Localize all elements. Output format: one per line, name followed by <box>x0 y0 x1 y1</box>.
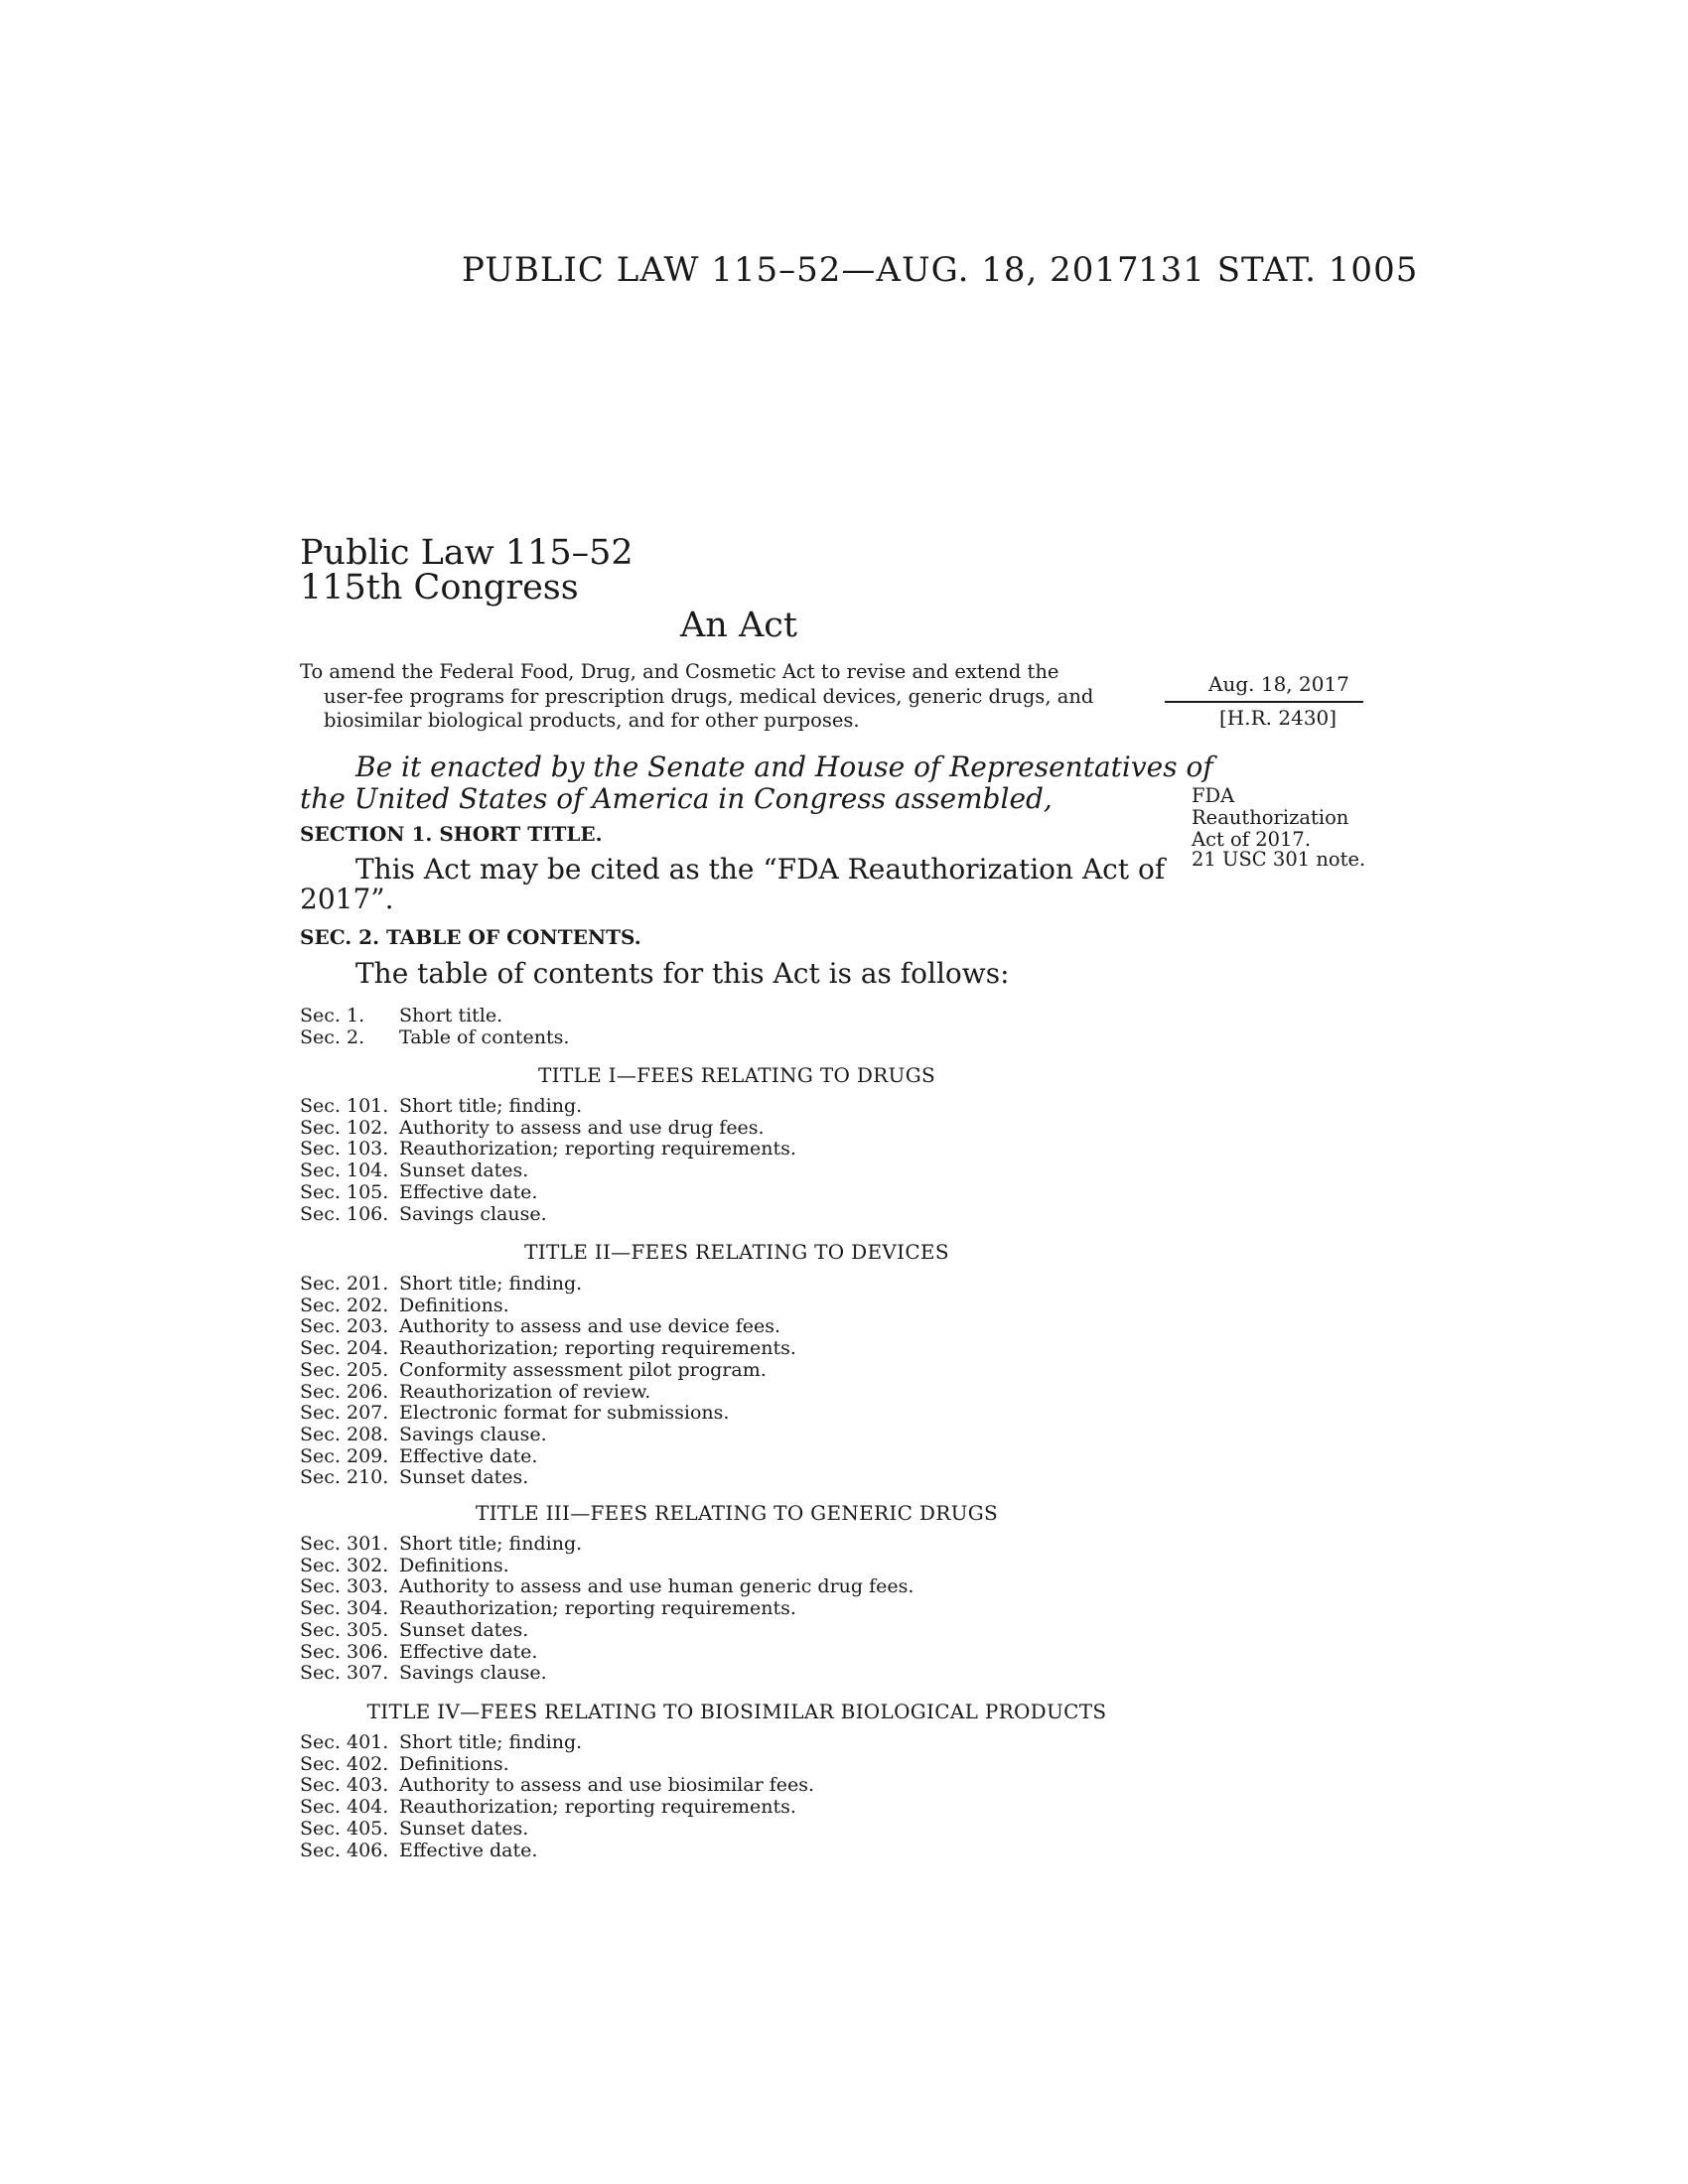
toc-entry <box>300 1403 796 1425</box>
toc-sec-number: Sec. 401. <box>300 1731 389 1753</box>
toc-entry <box>300 1841 814 1862</box>
running-header-page: 131 STAT. 1005 <box>1138 250 1419 290</box>
toc-sec-title: Electronic format for submissions. <box>399 1402 730 1425</box>
toc-entry <box>300 1316 796 1338</box>
section-2-text: The table of contents for this Act is as follows: <box>355 957 1010 990</box>
toc-entry <box>300 1797 814 1819</box>
toc-sec-title: Definitions. <box>399 1752 509 1775</box>
toc-sec-title: Reauthorization; reporting requirements. <box>399 1796 796 1819</box>
toc-sec-number: Sec. 208. <box>300 1423 389 1445</box>
toc-sec-title: Short title; finding. <box>399 1273 583 1295</box>
bill-number: [H.R. 2430] <box>1219 706 1337 730</box>
toc-title-2-list <box>300 1274 796 1489</box>
toc-sec-title: Authority to assess and use drug fees. <box>399 1116 765 1139</box>
toc-sec-title: Sunset dates. <box>399 1817 529 1840</box>
act-label: An Act <box>680 606 797 645</box>
margin-note-line: Reauthorization <box>1192 806 1349 829</box>
toc-entry <box>300 1338 796 1360</box>
toc-sec-number: Sec. 305. <box>300 1618 389 1641</box>
toc-title-4-list <box>300 1732 814 1861</box>
enactment-date: Aug. 18, 2017 <box>1208 672 1349 696</box>
toc-title-3-list <box>300 1534 914 1685</box>
toc-sec-number: Sec. 202. <box>300 1294 389 1316</box>
long-title-line: To amend the Federal Food, Drug, and Cosmetic Act to revise and extend the <box>300 660 1059 683</box>
toc-sec-number: Sec. 303. <box>300 1575 389 1598</box>
margin-note-line: 21 USC 301 note. <box>1192 848 1366 871</box>
toc-entry <box>300 1425 796 1446</box>
toc-sec-title: Reauthorization; reporting requirements. <box>399 1597 796 1620</box>
toc-sec-title: Reauthorization; reporting requirements. <box>399 1337 796 1360</box>
toc-entry <box>300 1467 796 1489</box>
congress-label: 115th Congress <box>300 568 579 608</box>
toc-title-heading: TITLE I—FEES RELATING TO DRUGS <box>538 1063 935 1087</box>
toc-entry <box>300 1754 814 1776</box>
toc-entry <box>300 1775 814 1797</box>
toc-entry <box>300 1096 796 1118</box>
toc-sec-number: Sec. 1. <box>300 1005 365 1026</box>
toc-entry <box>300 1296 796 1317</box>
toc-sec-title: Table of contents. <box>399 1025 570 1048</box>
toc-entry <box>300 1027 569 1049</box>
toc-entry <box>300 1006 569 1027</box>
toc-sec-title: Authority to assess and use biosimilar fees. <box>399 1774 815 1797</box>
toc-sec-title: Reauthorization of review. <box>399 1380 651 1403</box>
toc-sec-number: Sec. 302. <box>300 1554 389 1576</box>
toc-sec-number: Sec. 301. <box>300 1533 389 1555</box>
toc-sec-number: Sec. 2. <box>300 1025 365 1048</box>
toc-sec-title: Sunset dates. <box>399 1618 529 1641</box>
toc-entry <box>300 1620 914 1642</box>
toc-sec-number: Sec. 406. <box>300 1839 389 1861</box>
toc-sec-number: Sec. 203. <box>300 1315 389 1338</box>
enacting-line: the United States of America in Congress assembled, <box>300 782 1053 815</box>
toc-sec-number: Sec. 205. <box>300 1358 389 1381</box>
toc-entry <box>300 1732 814 1754</box>
enacting-clause <box>300 751 1213 815</box>
toc-sec-number: Sec. 402. <box>300 1752 389 1775</box>
toc-sec-number: Sec. 304. <box>300 1597 389 1620</box>
toc-sec-number: Sec. 210. <box>300 1466 389 1489</box>
toc-sec-title: Definitions. <box>399 1554 509 1576</box>
toc-entry <box>300 1274 796 1296</box>
toc-sec-title: Effective date. <box>399 1444 538 1467</box>
toc-sec-title: Authority to assess and use device fees. <box>399 1315 781 1338</box>
enacting-line: Be it enacted by the Senate and House of Representatives of <box>355 751 1213 783</box>
toc-sec-number: Sec. 206. <box>300 1380 389 1403</box>
toc-entry <box>300 1139 796 1160</box>
section-2-heading: SEC. 2. TABLE OF CONTENTS. <box>300 925 641 949</box>
toc-sec-title: Effective date. <box>399 1180 538 1203</box>
toc-entry <box>300 1160 796 1182</box>
toc-sec-number: Sec. 104. <box>300 1160 389 1182</box>
running-header-citation: PUBLIC LAW 115–52—AUG. 18, 2017 <box>462 250 1140 290</box>
toc-entry <box>300 1642 914 1664</box>
toc-sec-number: Sec. 307. <box>300 1662 389 1685</box>
toc-sec-title: Savings clause. <box>399 1662 547 1685</box>
toc-sec-title: Sunset dates. <box>399 1160 529 1182</box>
law-number: Public Law 115–52 <box>300 533 633 573</box>
toc-entry <box>300 1204 796 1226</box>
toc-entry <box>300 1576 914 1598</box>
toc-sec-number: Sec. 306. <box>300 1640 389 1663</box>
toc-sec-number: Sec. 209. <box>300 1444 389 1467</box>
toc-sec-title: Savings clause. <box>399 1202 547 1225</box>
toc-sec-title: Definitions. <box>399 1294 509 1316</box>
toc-sec-title: Savings clause. <box>399 1423 547 1445</box>
section-1-text-cont: 2017”. <box>300 883 394 915</box>
toc-entry <box>300 1382 796 1404</box>
toc-sec-number: Sec. 405. <box>300 1817 389 1840</box>
toc-sec-number: Sec. 404. <box>300 1796 389 1819</box>
toc-sec-title: Short title. <box>399 1005 503 1026</box>
toc-sec-number: Sec. 101. <box>300 1095 389 1117</box>
toc-title-heading: TITLE III—FEES RELATING TO GENERIC DRUGS <box>475 1501 999 1525</box>
toc-entry <box>300 1360 796 1382</box>
toc-sec-title: Reauthorization; reporting requirements. <box>399 1138 796 1160</box>
toc-sec-number: Sec. 103. <box>300 1138 389 1160</box>
long-title <box>300 660 1174 734</box>
toc-sec-number: Sec. 201. <box>300 1273 389 1295</box>
toc-sec-number: Sec. 204. <box>300 1337 389 1360</box>
toc-sec-title: Short title; finding. <box>399 1731 583 1753</box>
toc-entry <box>300 1819 814 1841</box>
toc-sec-title: Effective date. <box>399 1640 538 1663</box>
toc-sec-number: Sec. 102. <box>300 1116 389 1139</box>
toc-entry <box>300 1182 796 1204</box>
toc-sec-number: Sec. 106. <box>300 1202 389 1225</box>
toc-sec-number: Sec. 105. <box>300 1180 389 1203</box>
toc-general <box>300 1006 569 1048</box>
long-title-line: user-fee programs for prescription drugs, medical devices, generic drugs, and <box>324 684 1094 708</box>
toc-title-heading: TITLE II—FEES RELATING TO DEVICES <box>524 1240 949 1264</box>
margin-note-line: FDA <box>1192 784 1235 807</box>
section-1-heading: SECTION 1. SHORT TITLE. <box>300 822 603 846</box>
long-title-line: biosimilar biological products, and for other purposes. <box>324 709 860 732</box>
toc-sec-number: Sec. 207. <box>300 1402 389 1425</box>
margin-note <box>1192 785 1365 871</box>
toc-entry <box>300 1663 914 1685</box>
toc-entry <box>300 1446 796 1468</box>
toc-entry <box>300 1598 914 1620</box>
margin-note-line: Act of 2017. <box>1192 828 1312 851</box>
toc-sec-title: Effective date. <box>399 1839 538 1861</box>
section-1-text: This Act may be cited as the “FDA Reauthorization Act of <box>355 853 1166 886</box>
toc-entry <box>300 1534 914 1556</box>
toc-sec-title: Short title; finding. <box>399 1533 583 1555</box>
toc-sec-number: Sec. 403. <box>300 1774 389 1797</box>
toc-sec-title: Sunset dates. <box>399 1466 529 1489</box>
toc-sec-title: Authority to assess and use human generic drug fees. <box>399 1575 914 1598</box>
margin-rule <box>1165 701 1363 703</box>
toc-sec-title: Short title; finding. <box>399 1095 583 1117</box>
toc-entry <box>300 1556 914 1577</box>
toc-title-heading: TITLE IV—FEES RELATING TO BIOSIMILAR BIOLOGICAL PRODUCTS <box>366 1700 1107 1723</box>
toc-sec-title: Conformity assessment pilot program. <box>399 1358 767 1381</box>
toc-title-1-list <box>300 1096 796 1225</box>
toc-entry <box>300 1118 796 1140</box>
